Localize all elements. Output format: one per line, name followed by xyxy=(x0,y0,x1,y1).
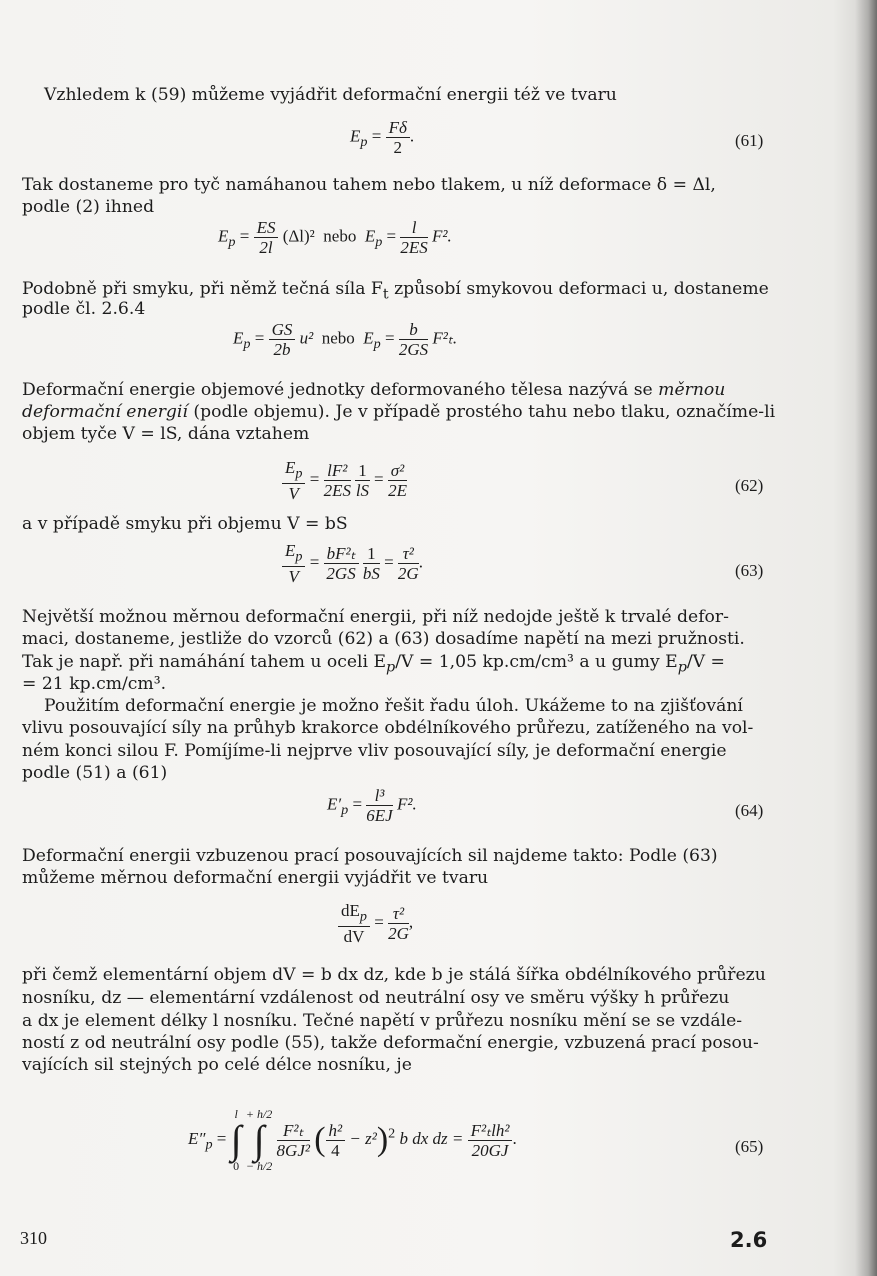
equation-65: $E''_p$ = l ∫ 0 + h/2 ∫ − h/2 $\frac{\text{F²ₜ}}{\text{8GJ²}}$ ( $\frac{\text{h²}}{4}$ − z²)$^2$ b dx dz = $\frac{\text{F²ₜlh²}}{20GJ}$ . xyxy=(188,1107,517,1173)
paragraph-line: vajících sil stejných po celé délce nosníku, je xyxy=(22,1055,412,1075)
equation-64: $E'_p$ = $\frac{\text{l³}}{6EJ}$ F². xyxy=(327,786,417,825)
paragraph-line: ném konci silou F. Pomíjíme-li nejprve vliv posouvající síly, je deformační energie xyxy=(22,741,727,761)
paragraph-line: vlivu posouvající síly na průhyb krakorce obdélníkového průřezu, zatíženého na vol- xyxy=(22,718,754,738)
paragraph-line: maci, dostaneme, jestliže do vzorců (62) a (63) dosadíme napětí na mezi pružnosti. xyxy=(22,629,745,649)
paragraph-line: podle čl. 2.6.4 xyxy=(22,299,146,319)
equation-specific-energy: $\frac{dE_p}{dV}$ = $\frac{\text{τ²}}{2G}$ , xyxy=(338,901,413,946)
equation-61: $E_p$ = $\frac{F\delta}{2}$ . xyxy=(350,118,415,157)
paragraph-line: Vzhledem k (59) můžeme vyjádřit deformační energii též ve tvaru xyxy=(44,85,617,105)
paragraph-line: při čemž elementární objem dV = b dx dz, kde b je stálá šířka obdélníkového průřezu xyxy=(22,965,766,985)
equation-63: $\frac{E_p}{V}$ = $\frac{\text{bF²ₜ}}{2GS}$ $\frac{1}{bS}$ = $\frac{\text{τ²}}{2G}$ . xyxy=(282,541,423,586)
paragraph-line: Tak je např. při namáhání tahem u oceli $E_p/V = 1,05$ kp.cm/cm³ a u gumy $E_p/V$ = xyxy=(22,652,725,676)
paragraph-line: Podobně při smyku, při němž tečná síla $F_t$ způsobí smykovou deformaci u, dostaneme xyxy=(22,279,769,303)
paragraph-line: objem tyče V = lS, dána vztahem xyxy=(22,424,310,444)
integral-outer: l ∫ 0 xyxy=(230,1107,242,1173)
paragraph-line: a dx je element délky l nosníku. Tečné napětí v průřezu nosníku mění se se vzdále- xyxy=(22,1011,743,1031)
integral-inner: + h/2 ∫ − h/2 xyxy=(245,1107,273,1173)
equation-tension: $E_p$ = $\frac{ES}{2l}$ (Δl)² nebo $E_p$ = $\frac{l}{2ES}$ F². xyxy=(218,218,452,257)
paragraph-line: ností z od neutrální osy podle (55), takže deformační energie, vzbuzená prací posou- xyxy=(22,1033,759,1053)
paragraph-line: Největší možnou měrnou deformační energii, při níž nedojde ještě k trvalé defor- xyxy=(22,607,729,627)
paragraph-line: můžeme měrnou deformační energii vyjádřit ve tvaru xyxy=(22,868,489,888)
paragraph-line: Tak dostaneme pro tyč namáhanou tahem nebo tlakem, u níž deformace δ = Δl, xyxy=(22,175,716,195)
paragraph-line: deformační energií (podle objemu). Je v případě prostého tahu nebo tlaku, označíme-li xyxy=(22,402,776,422)
page-edge-shadow xyxy=(855,0,877,1276)
paragraph-line: = 21 kp.cm/cm³. xyxy=(22,674,167,694)
section-number: 2.6 xyxy=(730,1228,768,1252)
paragraph-line: podle (2) ihned xyxy=(22,197,155,217)
equation-number: (63) xyxy=(735,561,764,580)
paragraph-line: a v případě smyku při objemu V = bS xyxy=(22,514,348,534)
page-number: 310 xyxy=(20,1228,47,1248)
paragraph-line: Deformační energii vzbuzenou prací posouvajících sil najdeme takto: Podle (63) xyxy=(22,846,718,866)
equation-62: $\frac{E_p}{V}$ = $\frac{\text{lF²}}{2ES}$ $\frac{1}{lS}$ = $\frac{\text{σ²}}{2E}$ xyxy=(282,458,407,503)
paragraph-line: Použitím deformační energie je možno řešit řadu úloh. Ukážeme to na zjišťování xyxy=(44,696,743,716)
equation-number: (61) xyxy=(735,131,764,150)
paragraph-line: nosníku, dz — elementární vzdálenost od neutrální osy ve směru výšky h průřezu xyxy=(22,988,730,1008)
equation-number: (64) xyxy=(735,801,764,820)
paragraph-line: Deformační energie objemové jednotky deformovaného tělesa nazývá se měrnou xyxy=(22,380,726,400)
equation-shear: $E_p$ = $\frac{GS}{2b}$ u² nebo $E_p$ = $\frac{b}{2GS}$ F²ₜ. xyxy=(233,320,458,359)
equation-number: (65) xyxy=(735,1137,764,1156)
paragraph-line: podle (51) a (61) xyxy=(22,763,168,783)
equation-number: (62) xyxy=(735,476,764,495)
